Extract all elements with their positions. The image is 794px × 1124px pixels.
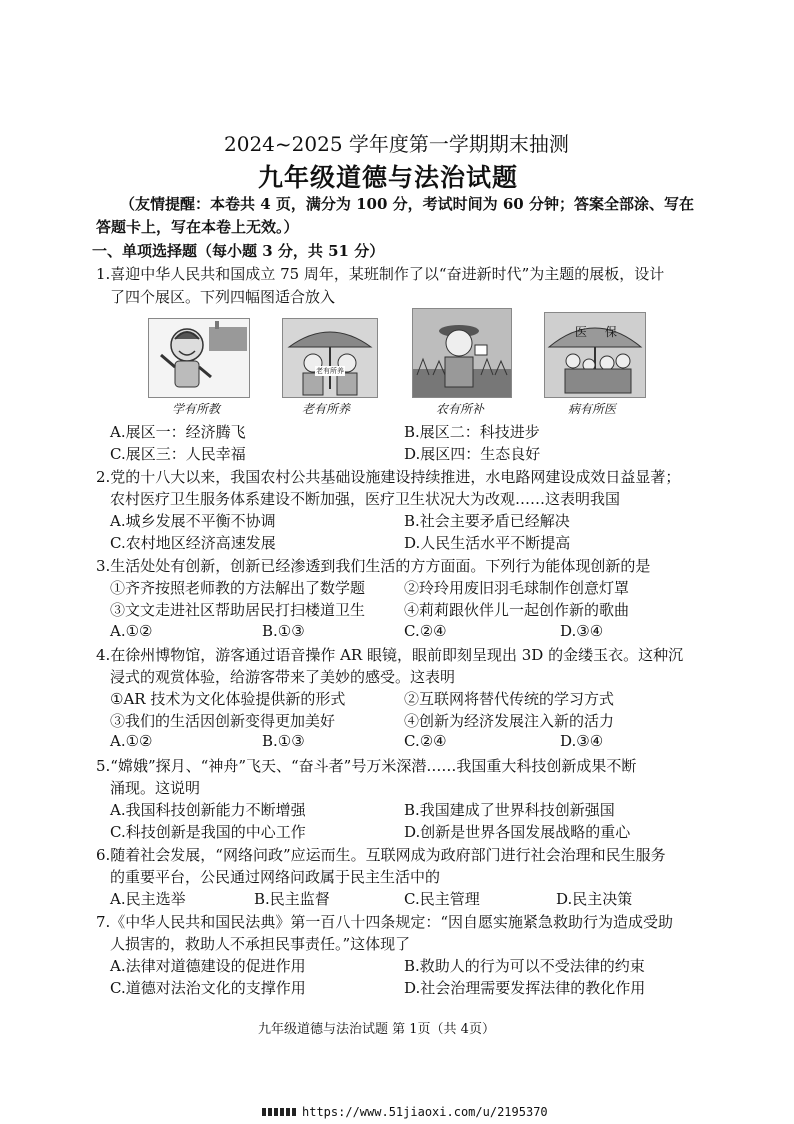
watermark <box>262 1105 548 1119</box>
q4-option-b: B.①③ <box>262 732 305 750</box>
q1-stem-line2: 了四个展区。下列四幅图适合放入 <box>110 288 336 306</box>
elderly-umbrella-illustration-icon <box>283 319 377 397</box>
q1-picture-1 <box>148 318 250 398</box>
q3-item-1: ①齐齐按照老师教的方法解出了数学题 <box>110 579 366 597</box>
q2-option-a: A.城乡发展不平衡不协调 <box>110 512 276 530</box>
q6-stem-line2: 的重要平台，公民通过网络问政属于民主生活中的 <box>110 868 441 886</box>
q5-stem-line2: 涌现。这说明 <box>110 779 201 797</box>
exam-title-year: 2024~2025 学年度第一学期期末抽测 <box>224 132 569 156</box>
q5-stem-line1: 5.“嫦娥”探月、“神舟”飞天、“奋斗者”号万米深潜……我国重大科技创新成果不断 <box>96 757 637 775</box>
q4-option-a: A.①② <box>110 732 153 750</box>
q4-item-3: ③我们的生活因创新变得更加美好 <box>110 712 336 730</box>
q4-stem-line2: 浸式的观赏体验，给游客带来了美妙的感受。这表明 <box>110 668 456 686</box>
q5-option-b: B.我国建成了世界科技创新强国 <box>404 801 615 819</box>
q2-option-c: C.农村地区经济高速发展 <box>110 534 276 552</box>
q1-picture-2-caption: 老有所养 <box>302 402 351 416</box>
section-heading: 一、单项选择题（每小题 3 分，共 51 分） <box>92 242 385 260</box>
q1-picture-3-caption: 农有所补 <box>436 402 485 416</box>
farmer-illustration-icon <box>413 309 511 397</box>
q4-option-d: D.③④ <box>560 732 604 750</box>
q7-option-d: D.社会治理需要发挥法律的教化作用 <box>404 979 646 997</box>
q4-item-1: ①AR 技术为文化体验提供新的形式 <box>110 690 346 708</box>
q3-item-3: ③文文走进社区帮助居民打扫楼道卫生 <box>110 601 366 619</box>
watermark-logo-icon <box>262 1108 298 1116</box>
q3-item-4: ④莉莉跟伙伴儿一起创作新的歌曲 <box>404 601 630 619</box>
q1-picture-2 <box>282 318 378 398</box>
q5-option-c: C.科技创新是我国的中心工作 <box>110 823 306 841</box>
watermark-url[interactable]: https://www.51jiaoxi.com/u/2195370 <box>302 1105 548 1119</box>
medical-insurance-umbrella-illustration-icon <box>545 313 645 397</box>
q3-option-a: A.①② <box>110 622 153 640</box>
q6-option-d: D.民主决策 <box>556 890 633 908</box>
q6-option-c: C.民主管理 <box>404 890 480 908</box>
q4-item-2: ②互联网将替代传统的学习方式 <box>404 690 615 708</box>
q1-option-d: D.展区四：生态良好 <box>404 445 541 463</box>
q1-option-c: C.展区三：人民幸福 <box>110 445 246 463</box>
q1-picture-4-caption: 病有所医 <box>568 402 617 416</box>
q3-option-c: C.②④ <box>404 622 447 640</box>
q3-item-2: ②玲玲用废旧羽毛球制作创意灯罩 <box>404 579 630 597</box>
notice-line-2: 答题卡上，写在本卷上无效。） <box>96 218 299 236</box>
exam-title-subject: 九年级道德与法治试题 <box>258 163 519 192</box>
q4-item-4: ④创新为经济发展注入新的活力 <box>404 712 615 730</box>
q2-option-b: B.社会主要矛盾已经解决 <box>404 512 570 530</box>
q1-stem-line1: 1.喜迎中华人民共和国成立 75 周年，某班制作了以“奋进新时代”为主题的展板，设计 <box>96 265 665 283</box>
q7-option-a: A.法律对道德建设的促进作用 <box>110 957 306 975</box>
q4-stem-line1: 4.在徐州博物馆，游客通过语音操作 AR 眼镜，眼前即刻呈现出 3D 的金缕玉衣。这种沉 <box>96 646 684 664</box>
q7-option-b: B.救助人的行为可以不受法律的约束 <box>404 957 645 975</box>
q3-option-d: D.③④ <box>560 622 604 640</box>
q5-option-d: D.创新是世界各国发展战略的重心 <box>404 823 631 841</box>
q6-option-a: A.民主选举 <box>110 890 186 908</box>
school-child-illustration-icon <box>149 319 249 397</box>
q2-stem-line1: 2.党的十八大以来，我国农村公共基础设施建设持续推进，水电路网建设成效日益显著； <box>96 468 681 486</box>
q1-picture-4 <box>544 312 646 398</box>
q7-option-c: C.道德对法治文化的支撑作用 <box>110 979 306 997</box>
q1-option-b: B.展区二：科技进步 <box>404 423 540 441</box>
q1-picture-1-caption: 学有所教 <box>172 402 221 416</box>
q1-picture-2-sign: 老有所养 <box>316 367 344 375</box>
q1-picture-3 <box>412 308 512 398</box>
notice-line-1: （友情提醒：本卷共 4 页，满分为 100 分，考试时间为 60 分钟；答案全部涂、写在 <box>120 195 694 213</box>
q1-picture-4-umbrella-left: 医 <box>575 325 588 339</box>
page-footer: 九年级道德与法治试题 第 1页（共 4页） <box>258 1022 495 1037</box>
q5-option-a: A.我国科技创新能力不断增强 <box>110 801 306 819</box>
q6-stem-line1: 6.随着社会发展，“网络问政”应运而生。互联网成为政府部门进行社会治理和民生服务 <box>96 846 666 864</box>
q6-option-b: B.民主监督 <box>254 890 330 908</box>
q3-stem-line1: 3.生活处处有创新，创新已经渗透到我们生活的方方面面。下列行为能体现创新的是 <box>96 557 651 575</box>
q4-option-c: C.②④ <box>404 732 447 750</box>
q1-option-a: A.展区一：经济腾飞 <box>110 423 246 441</box>
q7-stem-line2: 人损害的，救助人不承担民事责任。”这体现了 <box>110 935 411 953</box>
q2-stem-line2: 农村医疗卫生服务体系建设不断加强，医疗卫生状况大为改观……这表明我国 <box>110 490 621 508</box>
q3-option-b: B.①③ <box>262 622 305 640</box>
q1-picture-4-umbrella-right: 保 <box>605 325 618 339</box>
q7-stem-line1: 7.《中华人民共和国民法典》第一百八十四条规定：“因自愿实施紧急救助行为造成受助 <box>96 913 673 931</box>
q2-option-d: D.人民生活水平不断提高 <box>404 534 571 552</box>
